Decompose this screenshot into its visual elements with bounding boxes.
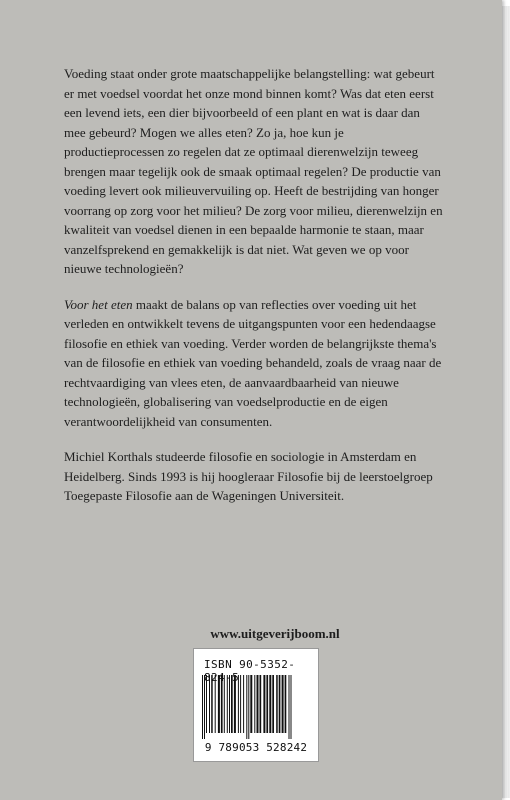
- barcode-image: [200, 675, 312, 739]
- blurb-paragraph-2-text: maakt de balans op van reflecties over voeding uit het verleden en ontwikkelt tevens de uitgangspunten voor een hedendaagse filosofie en ethiek van voeding. Verder worden de belangrijkste thema's van de filosofie en ethiek van voeding behandeld, zoals de vraag naar de rechtvaardiging van vlees eten, de aanvaardbaarheid van nieuwe technologieën, globalisering van voedselproductie en de eigen verantwoordelijkheid van consumenten.: [64, 296, 442, 429]
- blurb-paragraph-2: [64, 295, 444, 432]
- blurb-paragraph-1: Voeding staat onder grote maatschappelijke belangstelling: wat gebeurt er met voedsel voordat het onze mond binnen komt? Was dat eten eerst een levend iets, een dier bijvoorbeeld of een plant en wat is daar dan mee gebeurd? Mogen we alles eten? Zo ja, hoe kun je productieprocessen zo regelen dat ze optimaal dierenwelzijn teweeg brengen maar tegelijk ook de smaak optimaal regelen? De productie van voeding levert ook milieuvervuiling op. Heeft de bestrijding van honger voorrang op zorg voor het milieu? De zorg voor milieu, dierenwelzijn en kwaliteit van voedsel dienen in een bepaalde harmonie te staan, maar vanzelfsprekend en gemakkelijk is dat niet. Wat geven we op voor nieuwe technologieën?: [64, 66, 443, 276]
- author-bio: Michiel Korthals studeerde filosofie en sociologie in Amsterdam en Heidelberg. Sinds 1993 is hij hoogleraar Filosofie bij de leerstoelgroep Toegepaste Filosofie aan de Wageningen Universiteit.: [64, 449, 433, 503]
- isbn-number: ISBN 90-5352-824-5: [204, 658, 296, 684]
- barcode-panel: [193, 648, 319, 762]
- publisher-url[interactable]: www.uitgeverijboom.nl: [210, 626, 340, 641]
- book-title-italic: Voor het eten: [64, 296, 133, 312]
- blurb: [64, 64, 444, 522]
- ean-number: 9 789053 528242: [204, 741, 308, 754]
